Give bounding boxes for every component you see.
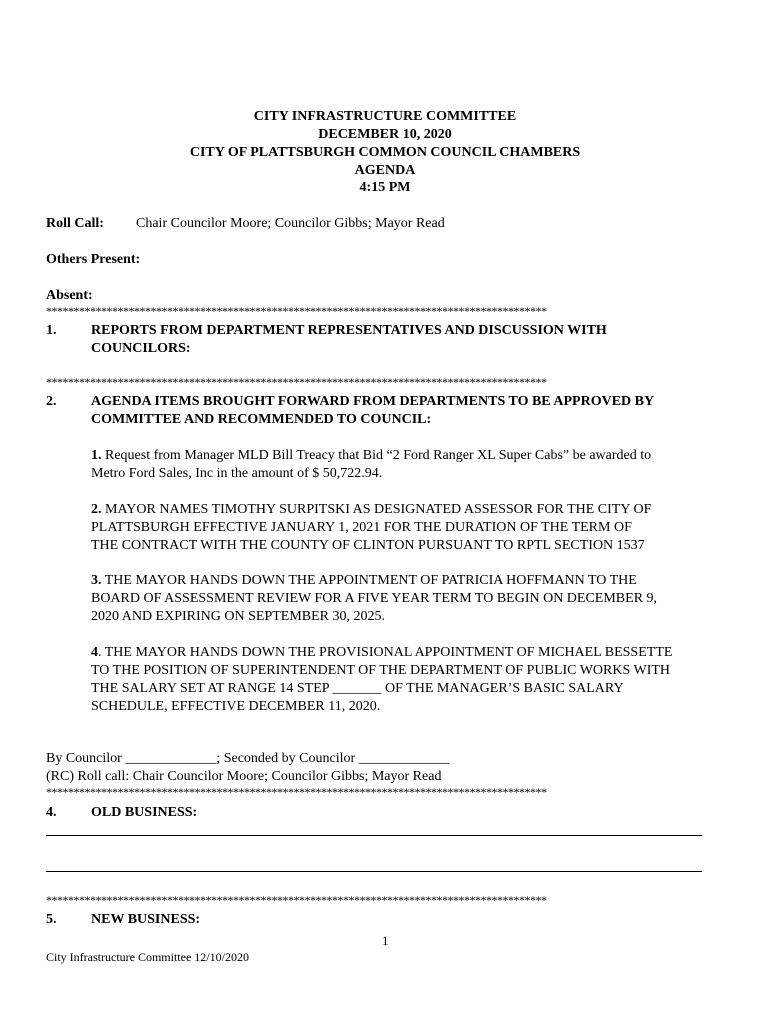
agenda-item-3-line1: THE MAYOR HANDS DOWN THE APPOINTMENT OF PATRICIA HOFFMANN TO THE <box>101 573 637 588</box>
agenda-item-1-line2: Metro Ford Sales, Inc in the amount of $ 50,722.94. <box>91 466 383 481</box>
agenda-item-3-line3: 2020 AND EXPIRING ON SEPTEMBER 30, 2025. <box>91 609 386 624</box>
footer-text: City Infrastructure Committee 12/10/2020 <box>46 950 249 964</box>
section-4-title: OLD BUSINESS: <box>91 805 198 820</box>
agenda-item-4-line2: TO THE POSITION OF SUPERINTENDENT OF THE DEPARTMENT OF PUBLIC WORKS WITH <box>91 663 671 678</box>
old-business-rule-1 <box>46 835 702 836</box>
agenda-item-2-number: 2. <box>91 502 102 517</box>
old-business-rule-2 <box>46 871 702 872</box>
others-present-label: Others Present: <box>46 252 141 267</box>
agenda-item-1-line1: Request from Manager MLD Bill Treacy that Bid “2 Ford Ranger XL Super Cabs” be awarded to <box>101 448 652 463</box>
separator-4: ******************************************************************************************* <box>46 894 547 906</box>
agenda-item-4-line3: THE SALARY SET AT RANGE 14 STEP _______ OF THE MANAGER’S BASIC SALARY <box>91 681 624 696</box>
agenda-item-1 <box>91 447 731 483</box>
agenda-item-2-line3: THE CONTRACT WITH THE COUNTY OF CLINTON PURSUANT TO RPTL SECTION 1537 <box>91 538 645 553</box>
roll-call-value: Chair Councilor Moore; Councilor Gibbs; Mayor Read <box>136 216 445 231</box>
rollcall-line: (RC) Roll call: Chair Councilor Moore; Councilor Gibbs; Mayor Read <box>46 769 442 784</box>
section-1-number: 1. <box>46 323 57 338</box>
agenda-item-4-number: 4 <box>91 645 98 660</box>
roll-call-label: Roll Call: <box>46 216 104 231</box>
agenda-item-4-line4: SCHEDULE, EFFECTIVE DECEMBER 11, 2020. <box>91 699 381 714</box>
header-location: CITY OF PLATTSBURGH COMMON COUNCIL CHAMBERS <box>189 145 581 160</box>
absent-label: Absent: <box>46 288 93 303</box>
header-title: CITY INFRASTRUCTURE COMMITTEE <box>253 109 517 124</box>
agenda-item-1-number: 1. <box>91 448 102 463</box>
header-agenda: AGENDA <box>354 163 416 178</box>
section-2-title-line1: AGENDA ITEMS BROUGHT FORWARD FROM DEPARTMENTS TO BE APPROVED BY <box>91 394 655 409</box>
header-time: 4:15 PM <box>359 180 411 195</box>
separator-3: ******************************************************************************************* <box>46 786 547 798</box>
agenda-item-2-line2: PLATTSBURGH EFFECTIVE JANUARY 1, 2021 FOR THE DURATION OF THE TERM OF <box>91 520 632 535</box>
agenda-item-3 <box>91 572 731 626</box>
section-1-title-line2: COUNCILORS: <box>91 341 191 356</box>
agenda-item-4 <box>91 644 731 716</box>
section-1-title-line1: REPORTS FROM DEPARTMENT REPRESENTATIVES AND DISCUSSION WITH <box>91 323 607 338</box>
page-number: 1 <box>382 933 389 948</box>
motion-line: By Councilor _____________; Seconded by Councilor _____________ <box>46 751 450 766</box>
section-5-title: NEW BUSINESS: <box>91 912 201 927</box>
section-2-number: 2. <box>46 394 57 409</box>
section-4-number: 4. <box>46 805 57 820</box>
agenda-item-4-line1: . THE MAYOR HANDS DOWN THE PROVISIONAL APPOINTMENT OF MICHAEL BESSETTE <box>98 645 673 660</box>
agenda-item-3-number: 3. <box>91 573 102 588</box>
header-date: DECEMBER 10, 2020 <box>318 127 452 142</box>
separator-1: ******************************************************************************************* <box>46 305 547 317</box>
separator-2: ******************************************************************************************* <box>46 376 547 388</box>
agenda-item-2 <box>91 501 731 555</box>
section-2-title-line2: COMMITTEE AND RECOMMENDED TO COUNCIL: <box>91 412 432 427</box>
agenda-item-2-line1: MAYOR NAMES TIMOTHY SURPITSKI AS DESIGNATED ASSESSOR FOR THE CITY OF <box>101 502 652 517</box>
agenda-item-3-line2: BOARD OF ASSESSMENT REVIEW FOR A FIVE YEAR TERM TO BEGIN ON DECEMBER 9, <box>91 591 658 606</box>
section-5-number: 5. <box>46 912 57 927</box>
